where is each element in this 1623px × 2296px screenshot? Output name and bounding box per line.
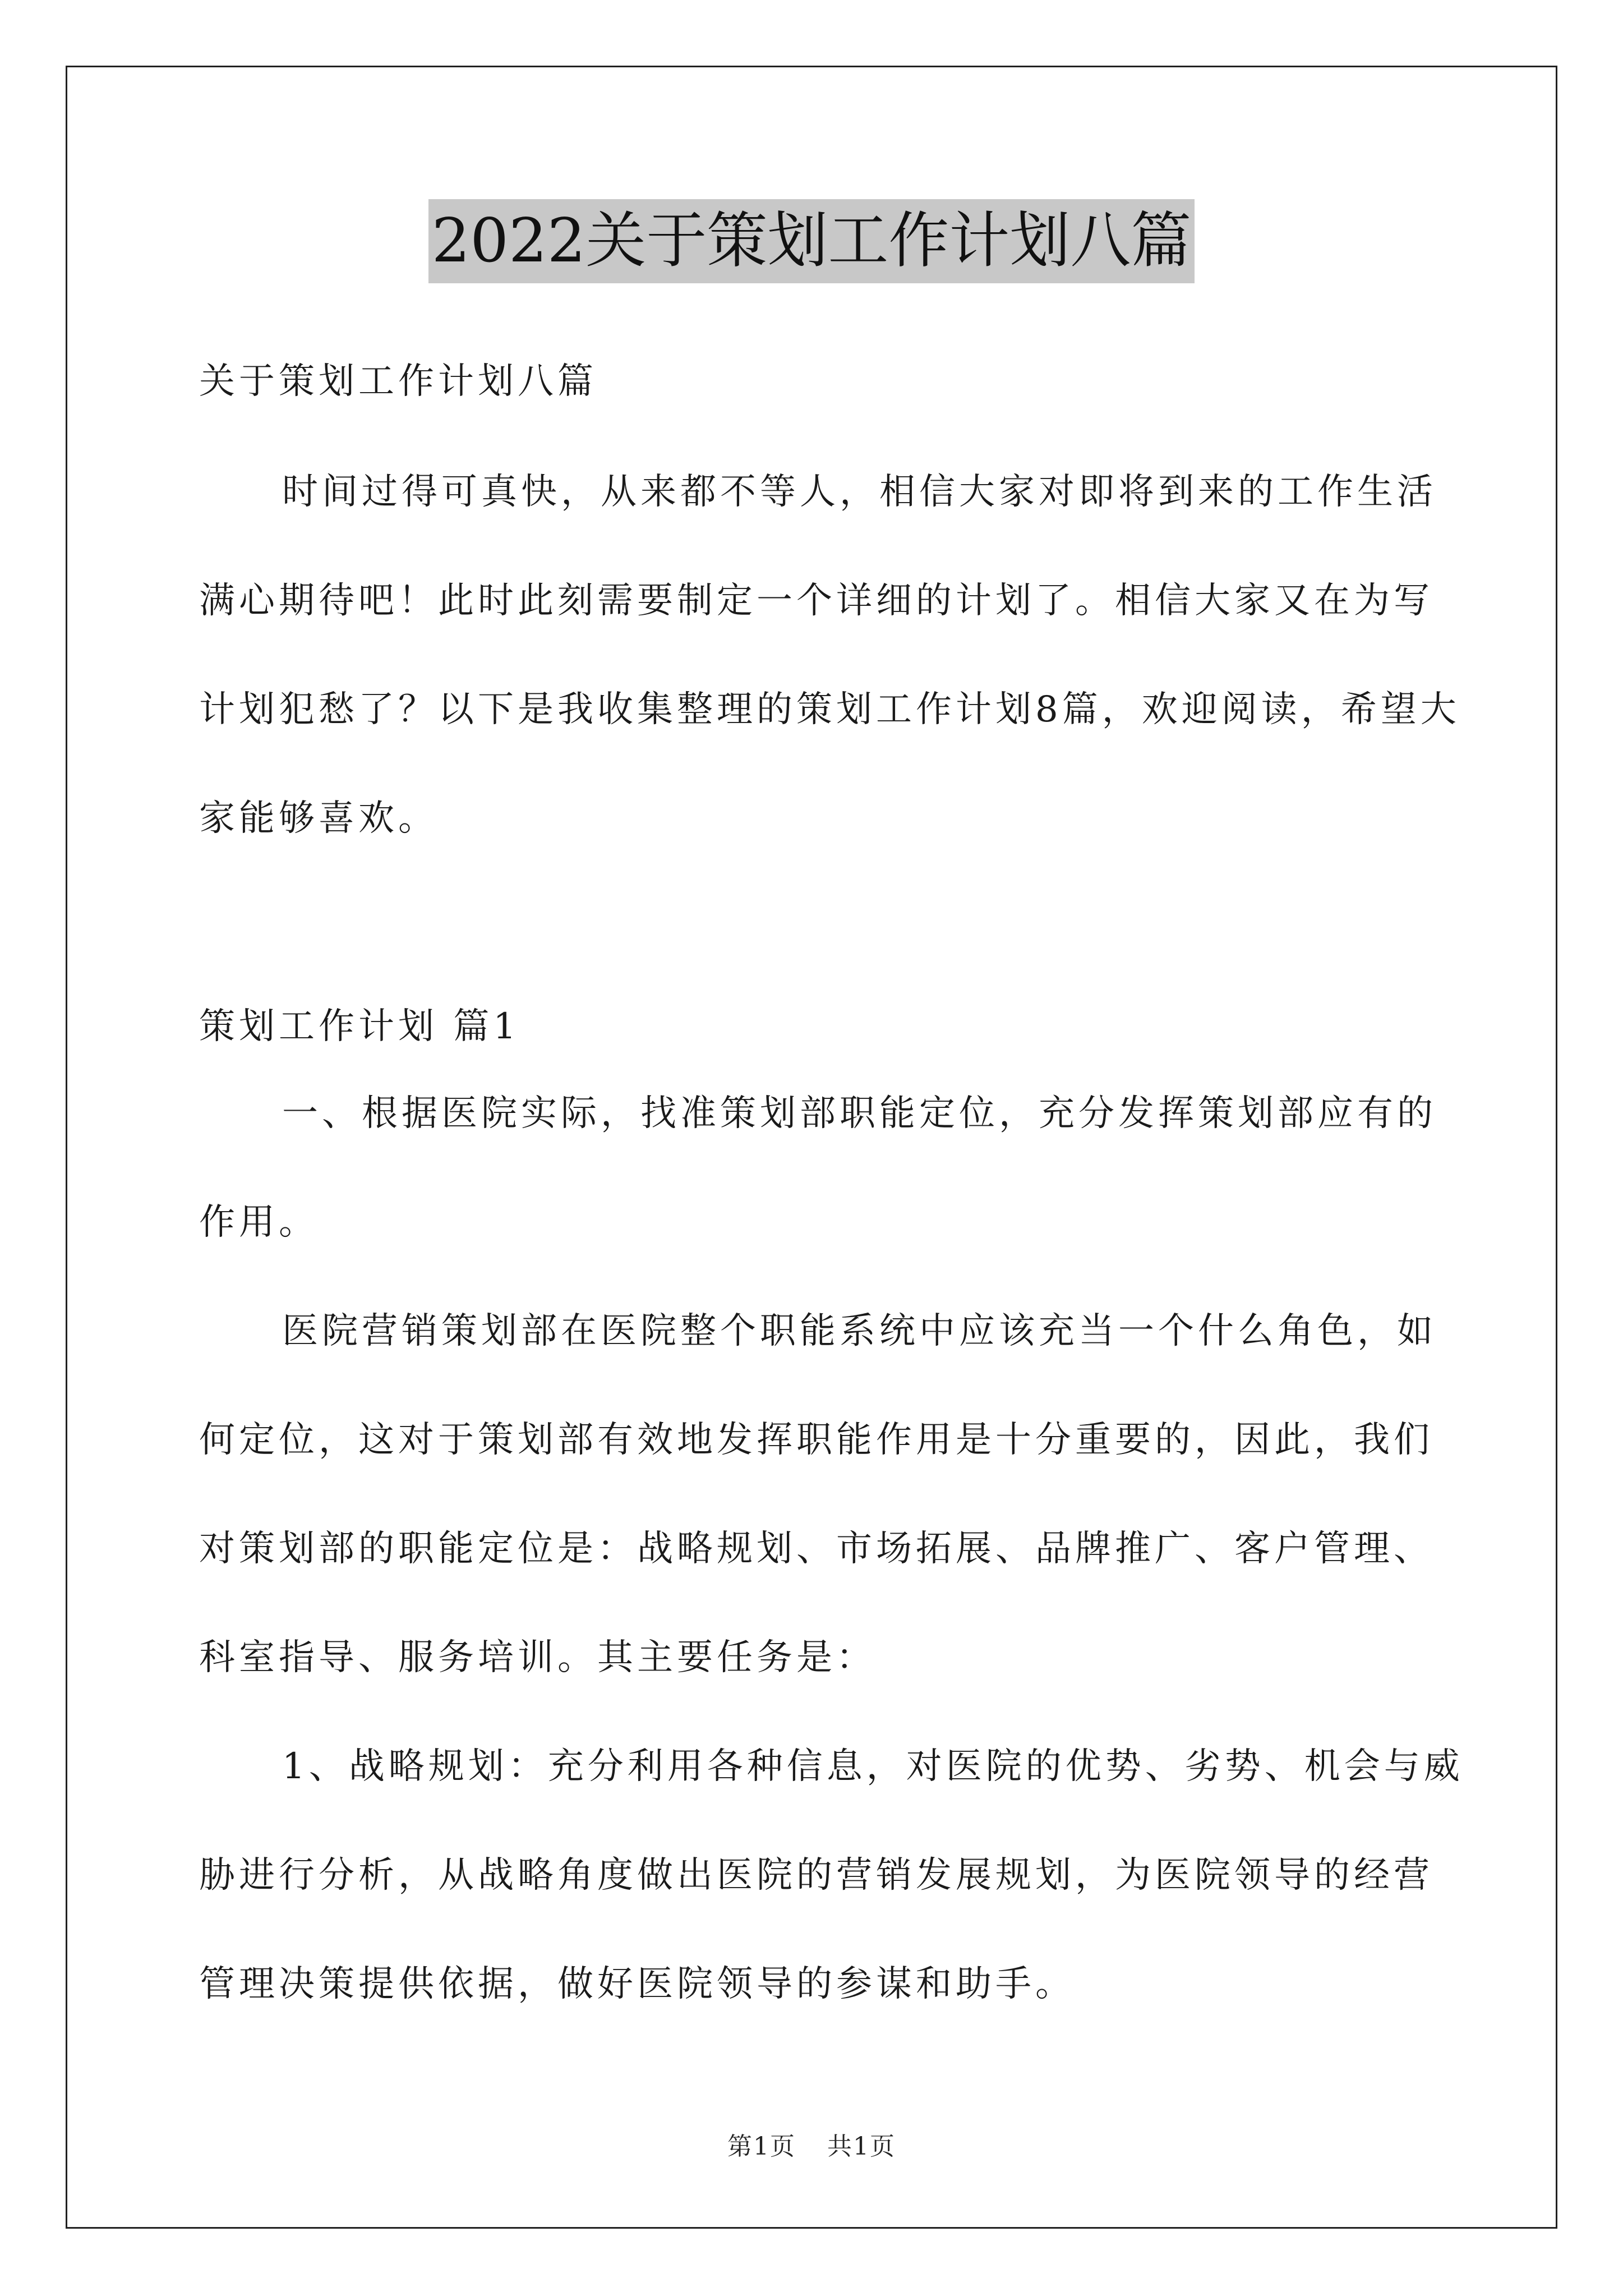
section-heading: 策划工作计划 篇1 — [199, 1006, 520, 1047]
document-subtitle: 关于策划工作计划八篇 — [199, 361, 597, 402]
page-footer — [0, 2126, 1623, 2162]
intro-block — [199, 438, 1467, 873]
page-number-total: 共1页 — [827, 2132, 896, 2161]
page-number-current: 第1页 — [727, 2132, 796, 2161]
paragraph: 医院营销策划部在医院整个职能系统中应该充当一个什么角色，如何定位，这对于策划部有效地发挥职能作用是十分重要的，因此，我们对策划部的职能定位是：战略规划、市场拓展、品牌推广、客户管理、科室指导、服务培训。其主要任务是： — [199, 1310, 1437, 1678]
paragraph: 1、战略规划：充分利用各种信息，对医院的优势、劣势、机会与威胁进行分析，从战略角度做出医院的营销发展规划，为医院领导的经营管理决策提供依据，做好医院领导的参谋和助手。 — [199, 1746, 1464, 2005]
title-container — [0, 199, 1623, 283]
section-body — [199, 1059, 1467, 2039]
document-title: 2022关于策划工作计划八篇 — [428, 199, 1195, 283]
paragraph: 一、根据医院实际，找准策划部职能定位，充分发挥策划部应有的作用。 — [199, 1093, 1437, 1243]
intro-paragraph: 时间过得可真快，从来都不等人，相信大家对即将到来的工作生活满心期待吧！此时此刻需要制定一个详细的计划了。相信大家又在为写计划犯愁了？以下是我收集整理的策划工作计划8篇，欢迎阅读，希望大家能够喜欢。 — [199, 471, 1460, 839]
